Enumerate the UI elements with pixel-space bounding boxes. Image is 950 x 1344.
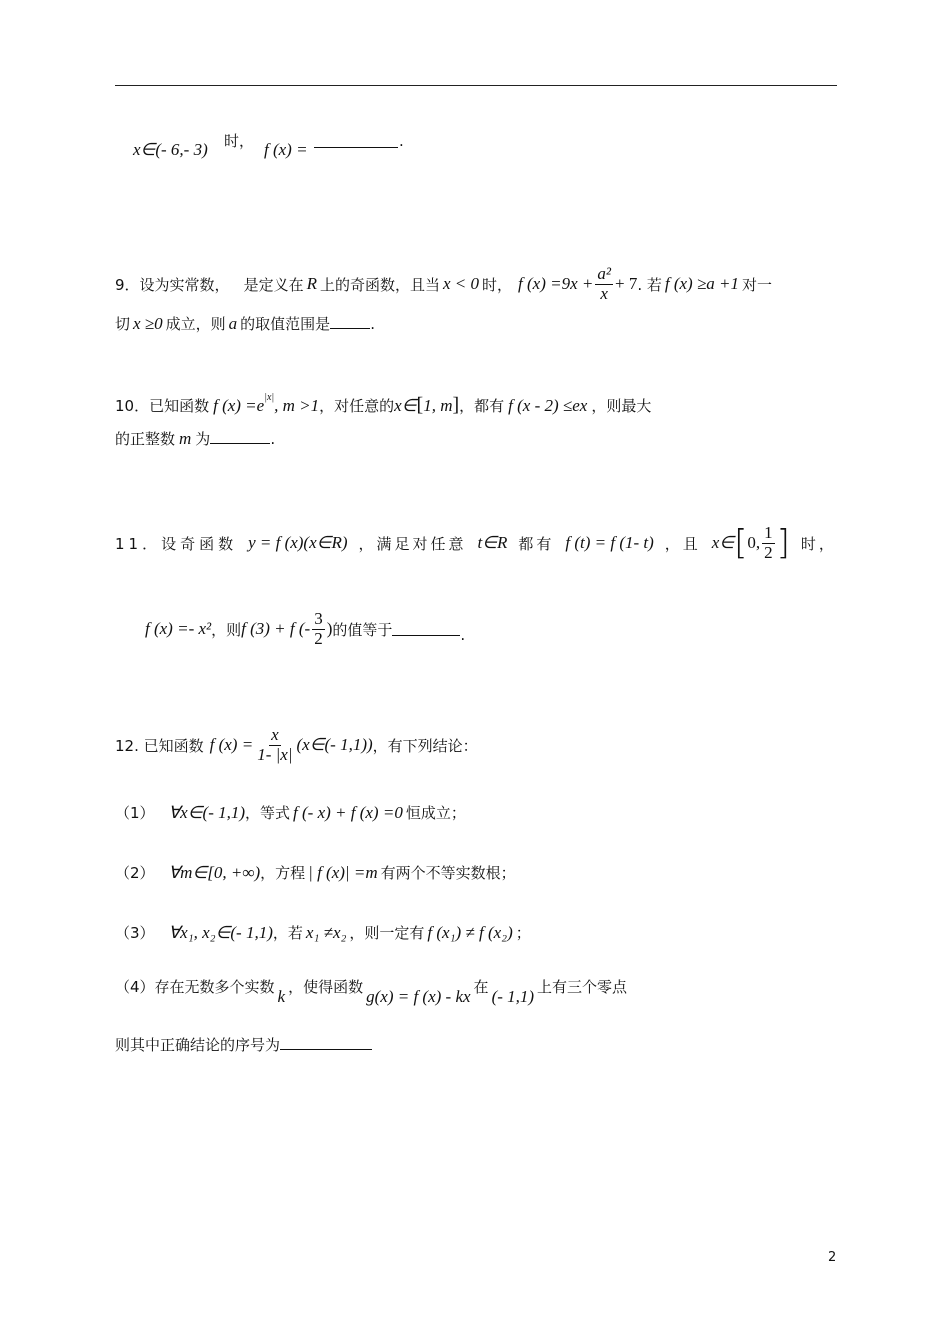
item12-frac-den: 1- |x|	[257, 744, 293, 764]
item12-c3-c: ；	[515, 924, 531, 942]
item12-c3-eq: f (x₁) ≠ f (x₂)	[427, 922, 513, 942]
item8-end: .	[399, 132, 404, 150]
item12-c2	[115, 862, 516, 883]
item10-text1: ，对任意的	[319, 397, 395, 415]
item11-line1	[115, 524, 837, 562]
item12-final-blank	[280, 1049, 372, 1050]
item10-end: .	[270, 430, 276, 448]
item9-plus7: + 7	[614, 274, 638, 294]
item10-m: , m >1	[274, 395, 320, 415]
item9-blank	[330, 328, 370, 329]
item10-mvar: m	[179, 429, 192, 448]
item11-eq: f (t) = f (1- t)	[565, 533, 654, 553]
item9-frac-num: a²	[597, 264, 611, 283]
item12-c1-eq: f (- x) + f (x) =0	[293, 802, 403, 822]
item10-label: 10．已知函数	[115, 397, 210, 415]
item9-text4: 时，	[482, 275, 513, 294]
item11-line2-fx: f (x) =- x²	[145, 619, 212, 639]
item11-text4: 时，	[800, 534, 837, 553]
item12-header	[115, 726, 478, 764]
item8-condition	[133, 140, 208, 160]
item11-interval-num: 1	[764, 523, 773, 542]
item12-c4-k: k	[277, 986, 286, 1006]
item12-c3-label: （3）	[115, 924, 155, 942]
item11-end: .	[460, 626, 466, 645]
item10-exp: |x|	[264, 392, 275, 403]
item12-c1	[115, 802, 466, 823]
item9-text6: 对一	[742, 275, 773, 294]
item11-line2-expr: f (3) + f (-	[241, 619, 311, 639]
item9-fx: f (x) =9x +	[518, 274, 594, 294]
item11-interval-frac	[762, 524, 775, 562]
item10-line2-b: 为	[195, 430, 211, 448]
item9-cond2: x ≥0	[133, 314, 163, 333]
item10-rbracket: ]	[452, 394, 460, 416]
item11-blank	[392, 635, 460, 636]
header-rule	[115, 85, 837, 86]
item8-cond-text: x∈(- 6,- 3)	[133, 140, 208, 159]
item10-line1	[115, 394, 651, 417]
item9-line2-a: 切	[115, 315, 131, 333]
item11-line2-close: )	[326, 619, 333, 639]
item11-line2-frac	[312, 610, 325, 648]
item9-text3: 上的奇函数，且当	[319, 275, 440, 294]
item12-c3-b: ，则一定有	[349, 924, 425, 942]
item12-fraction	[255, 726, 294, 764]
item10-line2	[115, 428, 275, 449]
item12-c4-label: （4）存在无数多个实数	[115, 978, 275, 996]
item10-interval: 1, m	[423, 395, 453, 415]
page-number: 2	[828, 1250, 837, 1265]
item12-c2-label: （2）	[115, 864, 155, 882]
item9-text5: . 若	[637, 275, 662, 294]
item11-rbracket: ]	[776, 523, 790, 564]
item12-text1: ，有下列结论：	[372, 736, 478, 755]
item8-blank	[314, 130, 398, 148]
item8-shi: 时，	[224, 132, 255, 150]
item12-c2-eq: | f (x)| =m	[308, 862, 378, 882]
item11-interval-a: 0,	[747, 533, 761, 553]
item9-cond: x < 0	[442, 274, 480, 294]
item9-fraction	[595, 265, 613, 303]
item9-text1: 为实常数，	[154, 275, 230, 294]
item12-c2-a: ，方程	[260, 864, 306, 882]
item12-c3-a: ，若	[272, 924, 303, 942]
item12-domain: (x∈(- 1,1))	[296, 735, 373, 755]
item9-frac-den: x	[600, 283, 608, 303]
item10-text3: ，则最大	[591, 397, 652, 415]
item11-line2-den: 2	[314, 628, 323, 648]
item11-text3: ，且	[664, 534, 701, 553]
item9-a: a	[228, 314, 238, 333]
item12-c4-a: ，使得函数	[288, 978, 364, 996]
item12-c2-b: 有两个不等实数根；	[380, 864, 516, 882]
item11-label: 11．设奇函数	[115, 534, 238, 553]
item8-fx: f (x) =	[264, 140, 308, 159]
item9-R: R	[306, 274, 317, 294]
item9-label: 9．设	[115, 275, 155, 294]
item10-text2: ，都有	[459, 397, 505, 415]
item12-c4-c: 上有三个零点	[537, 978, 628, 996]
item11-text2: 都有	[518, 534, 555, 553]
item12-fx: f (x) =	[209, 735, 254, 755]
item12-c4	[115, 976, 628, 1006]
item12-c3	[115, 922, 531, 943]
item11-line2-a: ，则	[211, 620, 242, 639]
item12-c4-eq: g(x) = f (x) - kx	[366, 986, 471, 1006]
item12-c1-a: ，等式	[245, 804, 291, 822]
item12-c4-int: (- 1,1)	[491, 986, 535, 1006]
item11-line2	[145, 610, 465, 648]
item10-x-in: x∈	[394, 395, 417, 415]
item11-line2-num: 3	[314, 609, 323, 628]
item12-label: 12. 已知函数	[115, 736, 204, 755]
item12-frac-num: x	[271, 725, 279, 744]
item11-t-in: t∈R	[477, 533, 508, 553]
item12-c1-b: 恒成立；	[405, 804, 466, 822]
item9-end: .	[370, 315, 375, 333]
item12-c3-q: ∀x₁, x₂∈(- 1,1)	[168, 922, 273, 942]
item12-c1-label: （1）	[115, 804, 155, 822]
item10-lbracket: [	[416, 394, 424, 416]
item9-line2	[115, 313, 375, 334]
item12-c1-q: ∀x∈(- 1,1)	[168, 802, 246, 822]
item9-line2-b: 成立，则	[165, 315, 226, 333]
item11-x-in: x∈	[711, 533, 735, 553]
item11-interval	[712, 524, 790, 562]
item9-ineq: f (x) ≥a +1	[664, 274, 740, 294]
item9-line2-c: 的取值范围是	[240, 315, 331, 333]
item9-line1	[115, 265, 772, 303]
item9-text2: 是定义在	[243, 275, 304, 294]
item12-c2-q: ∀m∈[0, +∞)	[168, 862, 261, 882]
item10-blank	[210, 443, 270, 444]
item12-final	[115, 1034, 372, 1055]
item10-ineq: f (x - 2) ≤ex	[508, 395, 588, 415]
item11-fx: y = f (x)(x∈R)	[248, 533, 348, 553]
item12-final-text: 则其中正确结论的序号为	[115, 1036, 281, 1054]
item12-c4-b: 在	[473, 978, 489, 996]
item11-interval-den: 2	[764, 542, 773, 562]
item12-c3-cond: x₁ ≠x₂	[305, 922, 347, 942]
item10-fx: f (x) =e	[213, 395, 265, 415]
item11-text1: ，满足对任意	[358, 534, 467, 553]
item11-line2-b: 的值等于	[332, 620, 393, 639]
item10-line2-a: 的正整数	[115, 430, 176, 448]
item11-lbracket: [	[734, 523, 748, 564]
